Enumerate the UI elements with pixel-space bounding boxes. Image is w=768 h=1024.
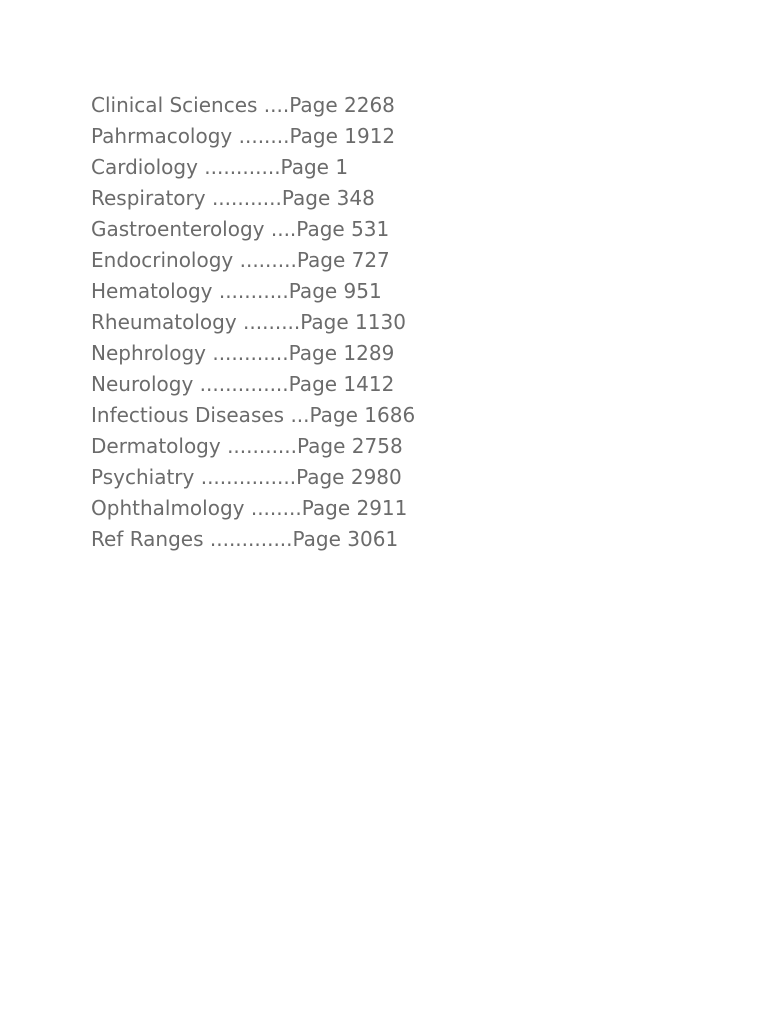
toc-entry-rheumatology: Rheumatology .........Page 1130 [91, 310, 406, 334]
toc-entry-ref-ranges: Ref Ranges .............Page 3061 [91, 527, 399, 551]
toc-entry-neurology: Neurology ..............Page 1412 [91, 372, 395, 396]
toc-entry-dermatology: Dermatology ...........Page 2758 [91, 434, 403, 458]
toc-entry-nephrology: Nephrology ............Page 1289 [91, 341, 395, 365]
toc-entry-endocrinology: Endocrinology .........Page 727 [91, 248, 390, 272]
toc-entry-ophthalmology: Ophthalmology ........Page 2911 [91, 496, 408, 520]
toc-entry-pharmacology: Pahrmacology ........Page 1912 [91, 124, 396, 148]
toc-entry-infectious-diseases: Infectious Diseases ...Page 1686 [91, 403, 416, 427]
toc-entry-cardiology: Cardiology ............Page 1 [91, 155, 349, 179]
toc-entry-gastroenterology: Gastroenterology ....Page 531 [91, 217, 390, 241]
toc-entry-respiratory: Respiratory ...........Page 348 [91, 186, 375, 210]
table-of-contents [91, 90, 415, 555]
toc-entry-clinical-sciences: Clinical Sciences ....Page 2268 [91, 93, 395, 117]
toc-entry-psychiatry: Psychiatry ...............Page 2980 [91, 465, 402, 489]
toc-entry-hematology: Hematology ...........Page 951 [91, 279, 382, 303]
